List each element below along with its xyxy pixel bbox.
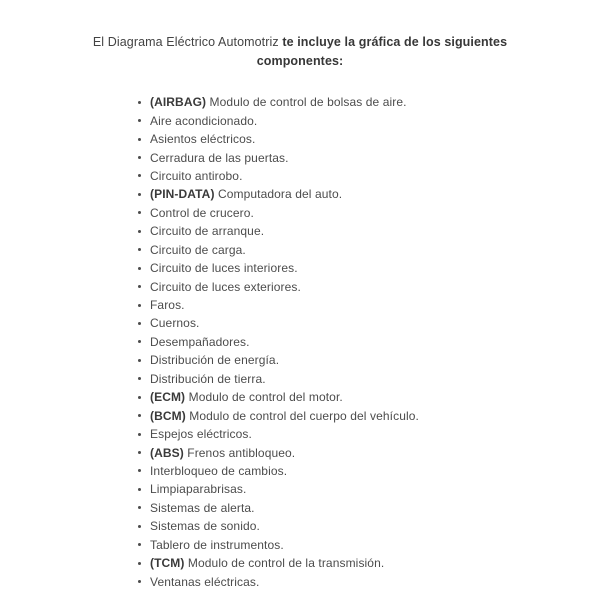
item-label: Modulo de control del motor. <box>185 390 343 405</box>
item-prefix: (BCM) <box>150 408 186 423</box>
item-label: Cerradura de las puertas. <box>150 150 289 165</box>
list-item <box>138 462 600 480</box>
components-list <box>138 93 600 591</box>
list-item <box>138 277 600 295</box>
bullet-icon <box>138 174 141 177</box>
list-item <box>138 222 600 240</box>
list-item <box>138 204 600 222</box>
bullet-icon <box>138 506 141 509</box>
item-label: Espejos eléctricos. <box>150 427 252 442</box>
list-item <box>138 443 600 461</box>
item-label: Desempañadores. <box>150 334 250 349</box>
bullet-icon <box>138 562 141 565</box>
item-label: Modulo de control de bolsas de aire. <box>206 95 407 110</box>
list-item <box>138 388 600 406</box>
bullet-icon <box>138 433 141 436</box>
item-label: Distribución de energía. <box>150 353 280 368</box>
item-label: Asientos eléctricos. <box>150 132 256 147</box>
bullet-icon <box>138 211 141 214</box>
bullet-icon <box>138 340 141 343</box>
list-item <box>138 130 600 148</box>
list-item <box>138 499 600 517</box>
item-prefix: (TCM) <box>150 556 185 571</box>
list-item <box>138 406 600 424</box>
item-label: Cuernos. <box>150 316 200 331</box>
item-prefix: (ABS) <box>150 445 184 460</box>
item-label: Interbloqueo de cambios. <box>150 463 288 478</box>
list-item <box>138 185 600 203</box>
bullet-icon <box>138 156 141 159</box>
list-item <box>138 111 600 129</box>
item-label: Ventanas eléctricas. <box>150 574 260 589</box>
item-label: Modulo de control de la transmisión. <box>184 556 385 571</box>
title-regular-text: El Diagrama Eléctrico Automotriz <box>92 35 279 49</box>
bullet-icon <box>138 101 141 104</box>
list-item <box>138 314 600 332</box>
item-label: Computadora del auto. <box>214 187 343 202</box>
bullet-icon <box>138 543 141 546</box>
list-item <box>138 93 600 111</box>
item-label: Circuito de luces exteriores. <box>150 279 301 294</box>
bullet-icon <box>138 580 141 583</box>
list-item <box>138 517 600 535</box>
item-label: Distribución de tierra. <box>150 371 266 386</box>
list-item <box>138 370 600 388</box>
bullet-icon <box>138 469 141 472</box>
item-label: Control de crucero. <box>150 205 254 220</box>
title-bold-text: te incluye la gráfica de los siguientes componentes: <box>256 35 508 68</box>
bullet-icon <box>138 119 141 122</box>
list-item <box>138 333 600 351</box>
item-prefix: (AIRBAG) <box>150 95 207 110</box>
list-item <box>138 167 600 185</box>
bullet-icon <box>138 396 141 399</box>
bullet-icon <box>138 304 141 307</box>
page-title <box>88 33 512 71</box>
bullet-icon <box>138 525 141 528</box>
list-item <box>138 241 600 259</box>
bullet-icon <box>138 488 141 491</box>
item-label: Frenos antibloqueo. <box>183 445 296 460</box>
bullet-icon <box>138 193 141 196</box>
bullet-icon <box>138 138 141 141</box>
bullet-icon <box>138 248 141 251</box>
bullet-icon <box>138 230 141 233</box>
list-item <box>138 148 600 166</box>
list-item <box>138 554 600 572</box>
bullet-icon <box>138 414 141 417</box>
item-label: Modulo de control del cuerpo del vehículo. <box>185 408 419 423</box>
bullet-icon <box>138 322 141 325</box>
bullet-icon <box>138 285 141 288</box>
bullet-icon <box>138 267 141 270</box>
list-item <box>138 536 600 554</box>
item-prefix: (PIN-DATA) <box>150 187 215 202</box>
item-label: Circuito de carga. <box>150 242 246 257</box>
bullet-icon <box>138 359 141 362</box>
list-item <box>138 259 600 277</box>
item-label: Limpiaparabrisas. <box>150 482 247 497</box>
item-label: Circuito de arranque. <box>150 224 265 239</box>
item-label: Circuito antirobo. <box>150 168 243 183</box>
list-item <box>138 480 600 498</box>
bullet-icon <box>138 377 141 380</box>
list-item <box>138 296 600 314</box>
list-item <box>138 351 600 369</box>
item-label: Sistemas de alerta. <box>150 500 255 515</box>
item-label: Aire acondicionado. <box>150 113 258 128</box>
bullet-icon <box>138 451 141 454</box>
item-label: Sistemas de sonido. <box>150 519 260 534</box>
item-label: Circuito de luces interiores. <box>150 261 298 276</box>
item-label: Faros. <box>150 298 185 313</box>
list-item <box>138 425 600 443</box>
list-item <box>138 572 600 590</box>
item-prefix: (ECM) <box>150 390 186 405</box>
item-label: Tablero de instrumentos. <box>150 537 284 552</box>
